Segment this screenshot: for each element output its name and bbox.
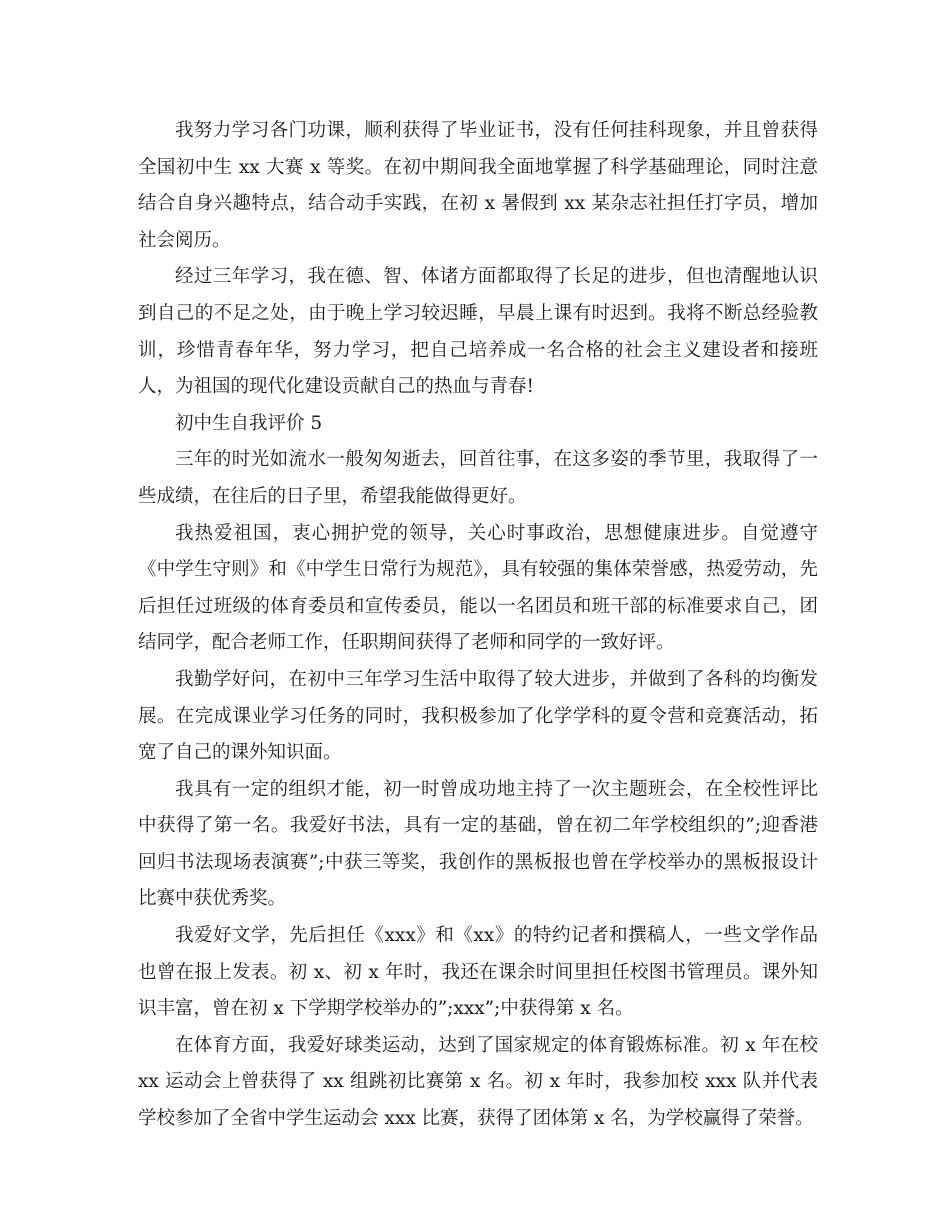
- document-body: [138, 113, 818, 1138]
- paragraph-organization: 我具有一定的组织才能，初一时曾成功地主持了一次主题班会，在全校性评比中获得了第一名。我爱好书法，具有一定的基础，曾在初二年学校组织的”;迎香港回归书法现场表演赛”;中获三等奖，我创作的黑板报也曾在学校举办的黑板报设计比赛中获优秀奖。: [138, 778, 818, 910]
- paragraph-patriotism: 我热爱祖国，衷心拥护党的领导，关心时事政治，思想健康进步。自觉遵守《中学生守则》和《中学生日常行为规范》，具有较强的集体荣誉感，热爱劳动，先后担任过班级的体育委员和宣传委员，能以一名团员和班干部的标准要求自己，团结同学，配合老师工作，任职期间获得了老师和同学的一致好评。: [138, 522, 818, 654]
- paragraph-learning: 我勤学好问，在初中三年学习生活中取得了较大进步，并做到了各科的均衡发展。在完成课业学习任务的同时，我积极参加了化学学科的夏令营和竞赛活动，拓宽了自己的课外知识面。: [138, 668, 818, 764]
- paragraph-literature: 我爱好文学，先后担任《xxx》和《xx》的特约记者和撰稿人，一些文学作品也曾在报上发表。初 x、初 x 年时，我还在课余时间里担任校图书管理员。课外知识丰富，曾在初 x 下学期学校举办的”;xxx”;中获得第 x 名。: [138, 925, 818, 1020]
- paragraph-study: 我努力学习各门功课，顺利获得了毕业证书，没有任何挂科现象，并且曾获得全国初中生 xx 大赛 x 等奖。在初中期间我全面地掌握了科学基础理论，同时注意结合自身兴趣特点，结合动手实践，在初 x 暑假到 xx 某杂志社担任打字员，增加社会阅历。: [138, 120, 818, 251]
- paragraph-intro: 三年的时光如流水一般匆匆逝去，回首往事，在这多姿的季节里，我取得了一些成绩，在往后的日子里，希望我能做得更好。: [138, 449, 818, 507]
- paragraph-summary: 经过三年学习，我在德、智、体诸方面都取得了长足的进步，但也清醒地认识到自己的不足之处，由于晚上学习较迟睡，早晨上课有时迟到。我将不断总经验教训，珍惜青春年华，努力学习，把自己培养成一名合格的社会主义建设者和接班人，为祖国的现代化建设贡献自己的热血与青春!: [138, 266, 818, 398]
- section-heading: 初中生自我评价 5: [175, 412, 323, 434]
- paragraph-sports: 在体育方面，我爱好球类运动，达到了国家规定的体育锻炼标准。初 x 年在校xx 运动会上曾获得了 xx 组跳初比赛第 x 名。初 x 年时，我参加校 xxx 队并代表学校参加了全省中学生运动会 xxx 比赛，获得了团体第 x 名，为学校赢得了荣誉。: [138, 1034, 818, 1130]
